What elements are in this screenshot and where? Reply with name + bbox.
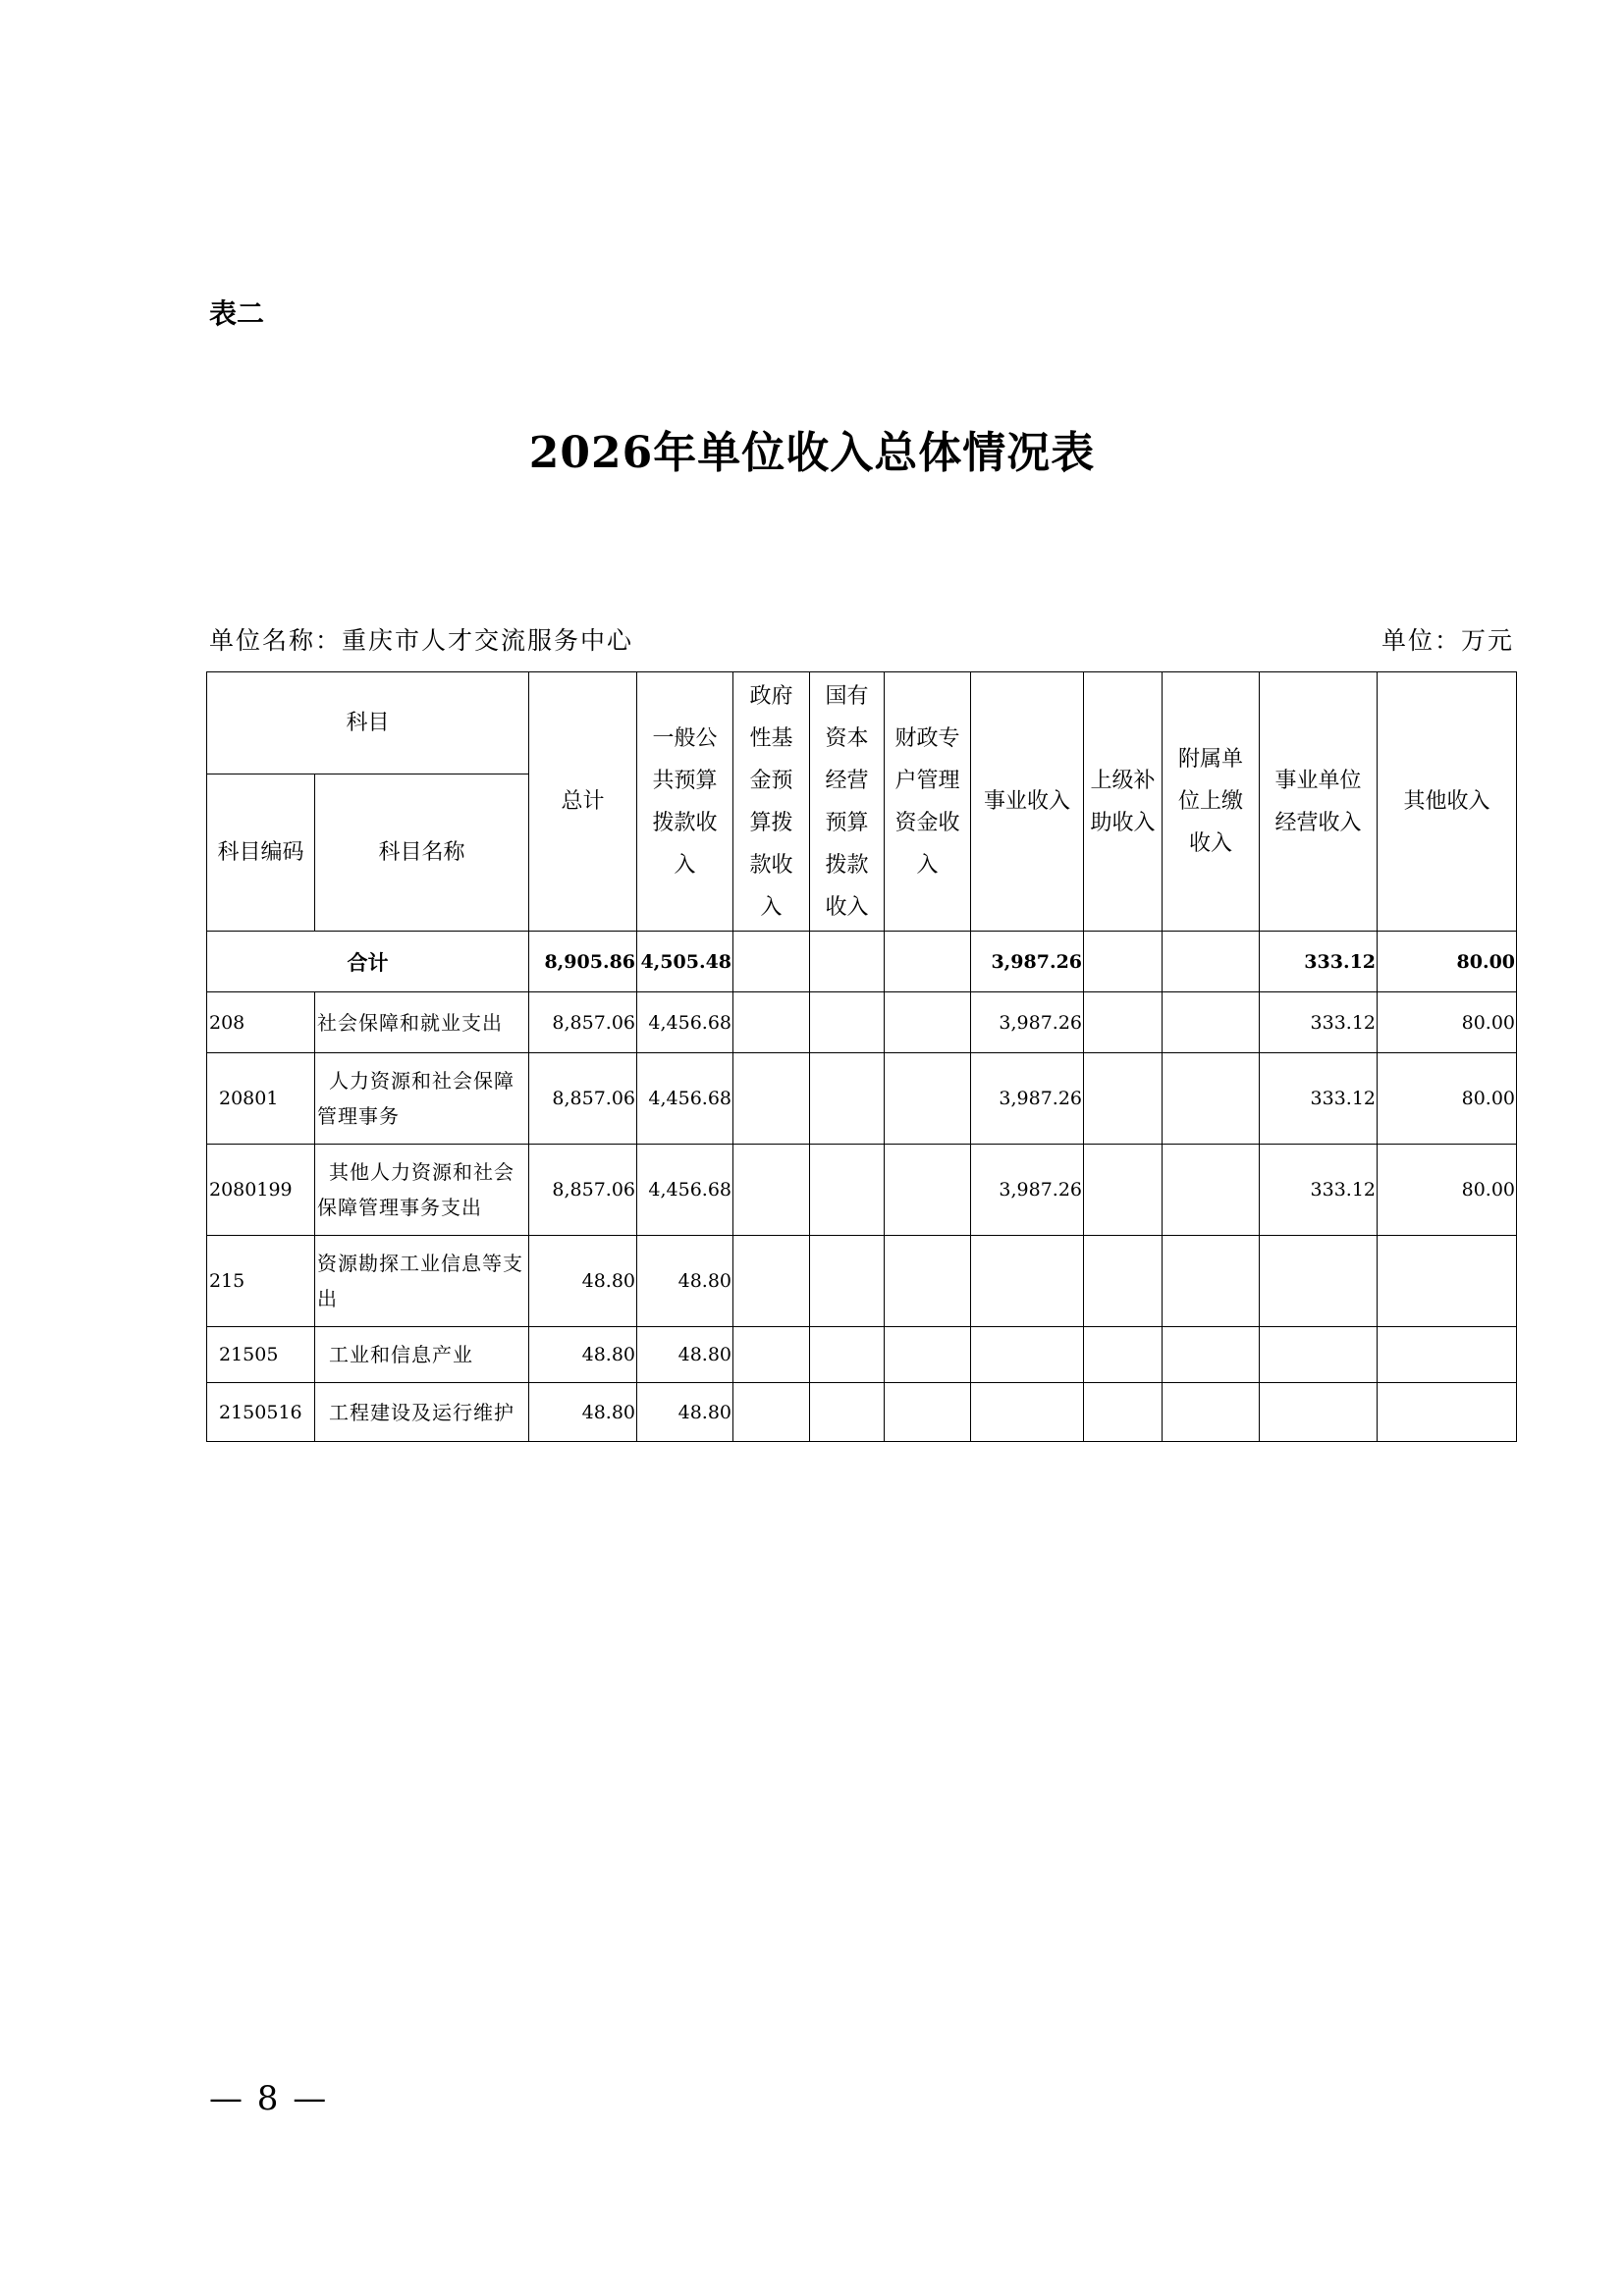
- cell-state-capital: [810, 1053, 885, 1145]
- cell-name: 社会保障和就业支出: [315, 992, 529, 1053]
- table-row: [207, 1236, 1517, 1327]
- cell-code: 208: [207, 992, 315, 1053]
- header-name: 科目名称: [315, 774, 529, 932]
- cell-name: 工业和信息产业: [315, 1327, 529, 1383]
- cell-superior-subsidy: [1084, 932, 1163, 992]
- header-business-operation: 事业单位经营收入: [1260, 672, 1378, 932]
- cell-business: 3,987.26: [971, 1145, 1084, 1236]
- header-superior-subsidy: 上级补助收入: [1084, 672, 1163, 932]
- cell-name: 人力资源和社会保障管理事务: [315, 1053, 529, 1145]
- cell-total: 8,857.06: [529, 1145, 637, 1236]
- header-total: 总计: [529, 672, 637, 932]
- cell-total: 48.80: [529, 1383, 637, 1442]
- cell-gov-fund: [733, 1053, 810, 1145]
- cell-affiliated: [1163, 1383, 1260, 1442]
- cell-business-operation: 333.12: [1260, 1145, 1378, 1236]
- cell-other: 80.00: [1378, 1053, 1517, 1145]
- cell-affiliated: [1163, 1327, 1260, 1383]
- cell-affiliated: [1163, 1053, 1260, 1145]
- header-state-capital: 国有资本经营预算拨款收入: [810, 672, 885, 932]
- cell-code: 21505: [207, 1327, 315, 1383]
- cell-gov-fund: [733, 992, 810, 1053]
- cell-fiscal-special: [885, 1145, 971, 1236]
- table-row: [207, 1383, 1517, 1442]
- cell-state-capital: [810, 932, 885, 992]
- cell-total: 48.80: [529, 1236, 637, 1327]
- cell-fiscal-special: [885, 932, 971, 992]
- cell-gov-fund: [733, 1236, 810, 1327]
- cell-other: 80.00: [1378, 992, 1517, 1053]
- cell-business-operation: 333.12: [1260, 1053, 1378, 1145]
- cell-other: [1378, 1383, 1517, 1442]
- header-fiscal-special: 财政专户管理资金收入: [885, 672, 971, 932]
- cell-gov-fund: [733, 1383, 810, 1442]
- cell-fiscal-special: [885, 1053, 971, 1145]
- cell-business-operation: [1260, 1383, 1378, 1442]
- cell-business: [971, 1327, 1084, 1383]
- cell-fiscal-special: [885, 992, 971, 1053]
- cell-code: 2080199: [207, 1145, 315, 1236]
- cell-affiliated: [1163, 1236, 1260, 1327]
- cell-business: 3,987.26: [971, 992, 1084, 1053]
- cell-business-operation: 333.12: [1260, 932, 1378, 992]
- cell-total: 8,857.06: [529, 992, 637, 1053]
- cell-gov-fund: [733, 1327, 810, 1383]
- cell-gov-fund: [733, 932, 810, 992]
- cell-name: 资源勘探工业信息等支出: [315, 1236, 529, 1327]
- cell-business: 3,987.26: [971, 1053, 1084, 1145]
- cell-code: 215: [207, 1236, 315, 1327]
- header-affiliated: 附属单位上缴收入: [1163, 672, 1260, 932]
- total-row: [207, 932, 1517, 992]
- cell-general-budget: 48.80: [637, 1327, 733, 1383]
- cell-business-operation: [1260, 1327, 1378, 1383]
- header-other: 其他收入: [1378, 672, 1517, 932]
- cell-other: [1378, 1327, 1517, 1383]
- cell-affiliated: [1163, 992, 1260, 1053]
- cell-superior-subsidy: [1084, 1145, 1163, 1236]
- page-number: — 8 —: [209, 2079, 329, 2118]
- cell-business: 3,987.26: [971, 932, 1084, 992]
- cell-total: 48.80: [529, 1327, 637, 1383]
- table-label: 表二: [209, 297, 265, 330]
- cell-other: [1378, 1236, 1517, 1327]
- header-general-budget: 一般公共预算拨款收入: [637, 672, 733, 932]
- cell-general-budget: 48.80: [637, 1383, 733, 1442]
- cell-code: 20801: [207, 1053, 315, 1145]
- table-row: [207, 992, 1517, 1053]
- unit-name: 单位名称：重庆市人才交流服务中心: [209, 626, 634, 655]
- cell-superior-subsidy: [1084, 1383, 1163, 1442]
- cell-name: 其他人力资源和社会保障管理事务支出: [315, 1145, 529, 1236]
- page-title: 2026年单位收入总体情况表: [528, 428, 1096, 478]
- header-subject: 科目: [207, 672, 529, 774]
- cell-business-operation: 333.12: [1260, 992, 1378, 1053]
- cell-affiliated: [1163, 932, 1260, 992]
- cell-general-budget: 4,456.68: [637, 992, 733, 1053]
- cell-code: 2150516: [207, 1383, 315, 1442]
- cell-state-capital: [810, 1145, 885, 1236]
- cell-business: [971, 1383, 1084, 1442]
- cell-superior-subsidy: [1084, 1236, 1163, 1327]
- table-row: [207, 1327, 1517, 1383]
- cell-business-operation: [1260, 1236, 1378, 1327]
- cell-business: [971, 1236, 1084, 1327]
- cell-name: 工程建设及运行维护: [315, 1383, 529, 1442]
- cell-superior-subsidy: [1084, 1053, 1163, 1145]
- cell-gov-fund: [733, 1145, 810, 1236]
- cell-state-capital: [810, 1236, 885, 1327]
- cell-other: 80.00: [1378, 932, 1517, 992]
- table-row: [207, 1145, 1517, 1236]
- header-code: 科目编码: [207, 774, 315, 932]
- cell-general-budget: 48.80: [637, 1236, 733, 1327]
- cell-superior-subsidy: [1084, 992, 1163, 1053]
- cell-general-budget: 4,456.68: [637, 1145, 733, 1236]
- header-gov-fund: 政府性基金预算拨款收入: [733, 672, 810, 932]
- cell-general-budget: 4,456.68: [637, 1053, 733, 1145]
- cell-state-capital: [810, 1327, 885, 1383]
- cell-state-capital: [810, 992, 885, 1053]
- cell-total: 8,857.06: [529, 1053, 637, 1145]
- cell-other: 80.00: [1378, 1145, 1517, 1236]
- cell-fiscal-special: [885, 1236, 971, 1327]
- total-label: 合计: [207, 932, 529, 992]
- cell-total: 8,905.86: [529, 932, 637, 992]
- cell-superior-subsidy: [1084, 1327, 1163, 1383]
- cell-fiscal-special: [885, 1383, 971, 1442]
- income-table: [206, 671, 1517, 1442]
- cell-affiliated: [1163, 1145, 1260, 1236]
- cell-state-capital: [810, 1383, 885, 1442]
- unit-label: 单位：万元: [1380, 626, 1514, 655]
- cell-fiscal-special: [885, 1327, 971, 1383]
- table-row: [207, 1053, 1517, 1145]
- cell-general-budget: 4,505.48: [637, 932, 733, 992]
- header-business: 事业收入: [971, 672, 1084, 932]
